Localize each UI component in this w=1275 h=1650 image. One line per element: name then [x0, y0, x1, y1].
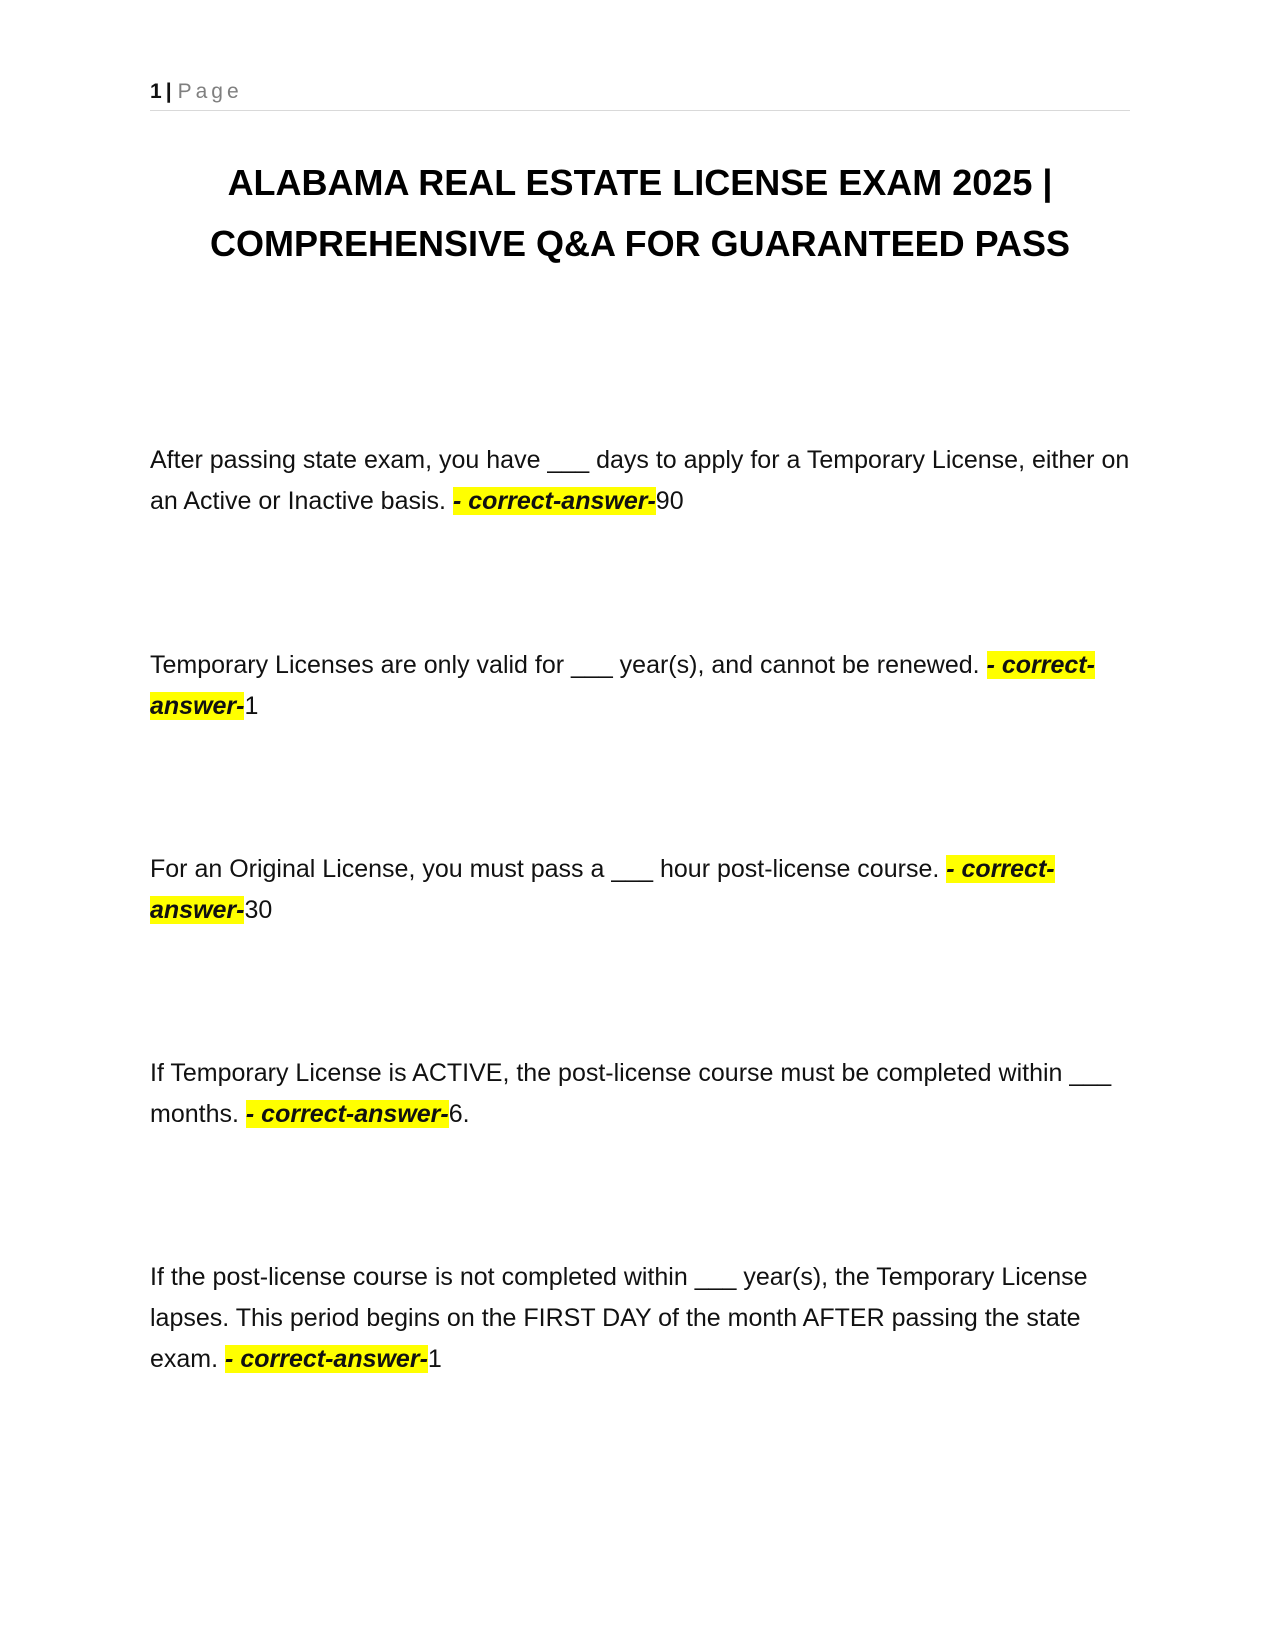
page-header: [150, 78, 1130, 111]
answer-text: 90: [655, 487, 684, 515]
qa-item: [150, 849, 1130, 931]
answer-text: 1: [244, 692, 259, 720]
answer-marker: - correct-answer-: [452, 487, 656, 515]
answer-marker: - correct-answer-: [245, 1100, 449, 1128]
answer-text: 6.: [448, 1100, 470, 1128]
question-text: For an Original License, you must pass a ___ hour post-license course.: [150, 855, 940, 883]
answer-marker: - correct-answer-: [225, 1345, 428, 1373]
qa-item: [150, 1053, 1130, 1135]
question-text: After passing state exam, you have ___ days to apply for a Temporary License, either on an Active or Inactive basis.: [150, 446, 1130, 515]
question-text: If the post-license course is not completed within ___ year(s), the Temporary License lapses. This period begins on the FIRST DAY of the month AFTER passing the state exam.: [150, 1263, 1088, 1373]
qa-item: [150, 1257, 1130, 1380]
page-number: 1: [150, 80, 162, 103]
question-text: Temporary Licenses are only valid for ___ year(s), and cannot be renewed.: [150, 651, 980, 679]
document-title: ALABAMA REAL ESTATE LICENSE EXAM 2025 | COMPREHENSIVE Q&A FOR GUARANTEED PASS: [209, 162, 1071, 264]
question-text: If Temporary License is ACTIVE, the post-license course must be completed within ___ months.: [150, 1059, 1112, 1128]
qa-item: [150, 440, 1130, 522]
answer-marker: - correct-answer-: [150, 855, 1055, 924]
answer-marker: - correct-answer-: [150, 651, 1095, 720]
qa-item: [150, 645, 1130, 727]
answer-text: 30: [244, 896, 273, 924]
answer-text: 1: [427, 1345, 442, 1373]
page-label: Page: [177, 80, 243, 103]
page-separator: |: [165, 80, 172, 103]
